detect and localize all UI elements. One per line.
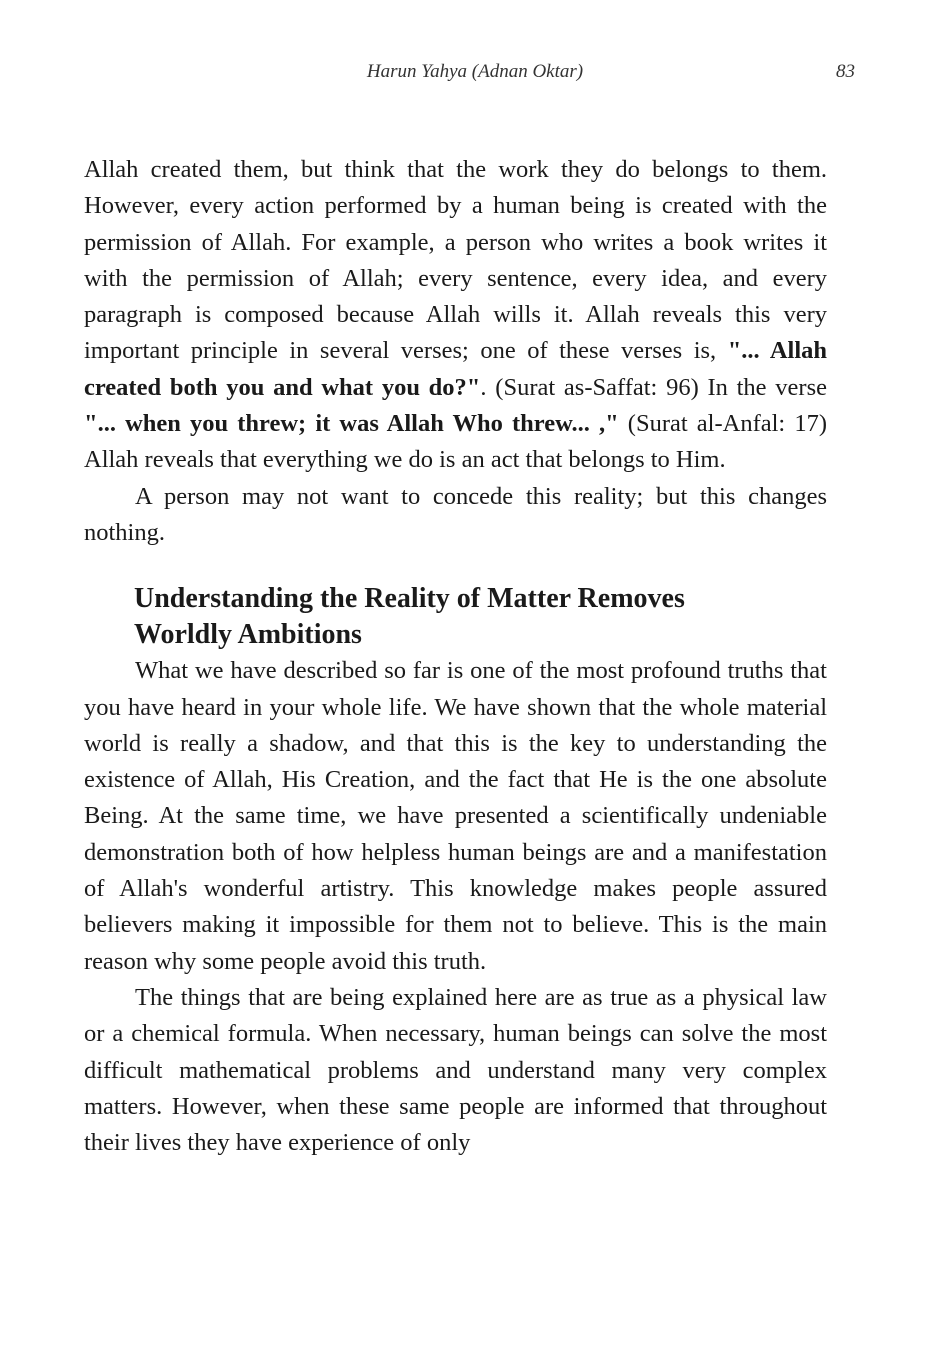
paragraph-1	[84, 152, 827, 479]
running-head	[0, 61, 950, 87]
paragraph-1-text-c: (Surat al-Anfal: 17) Allah reveals that everything we do is an act that belongs to Him.	[84, 410, 827, 474]
paragraph-4: The things that are being explained here are as true as a physical law or a chemical formula. When necessary, human beings can solve the most difficult mathematical problems and understand many very complex matters. However, when these same people are informed that throughout their lives they have experience of only	[84, 983, 827, 1157]
running-title: Harun Yahya (Adnan Oktar)	[366, 61, 584, 82]
body-text	[84, 152, 827, 1161]
section-heading: Understanding the Reality of Matter Removes Worldly Ambitions	[134, 583, 685, 651]
paragraph-3: What we have described so far is one of the most profound truths that you have heard in your whole life. We have shown that the whole material world is really a shadow, and that this is the key to understanding the existence of Allah, His Creation, and the fact that He is the one absolute Being. At the same time, we have presented a scientifically undeniable demonstration both of how helpless human beings are and a manifestation of Allah's wonderful artistry. This knowledge makes people assured believers making it impossible for them not to believe. This is the main reason why some people avoid this truth.	[84, 657, 827, 975]
page-number: 83	[836, 61, 855, 82]
paragraph-2: A person may not want to concede this reality; but this changes nothing.	[84, 482, 827, 546]
verse-quote-al-anfal: "... when you threw; it was Allah Who threw... ,"	[84, 410, 619, 438]
verse-quote-as-saffat: "... Allah created both you and what you do?"	[84, 337, 828, 401]
paragraph-1-text-b: . (Surat as-Saffat: 96) In the verse	[480, 373, 827, 401]
paragraph-1-text-a: Allah created them, but think that the work they do belongs to them. However, every action performed by a human being is created with the permission of Allah. For example, a person who writes a book writes it with the permission of Allah; every sentence, every idea, and every paragraph is composed because Allah wills it. Allah reveals this very important principle in several verses; one of these verses is,	[84, 156, 827, 365]
